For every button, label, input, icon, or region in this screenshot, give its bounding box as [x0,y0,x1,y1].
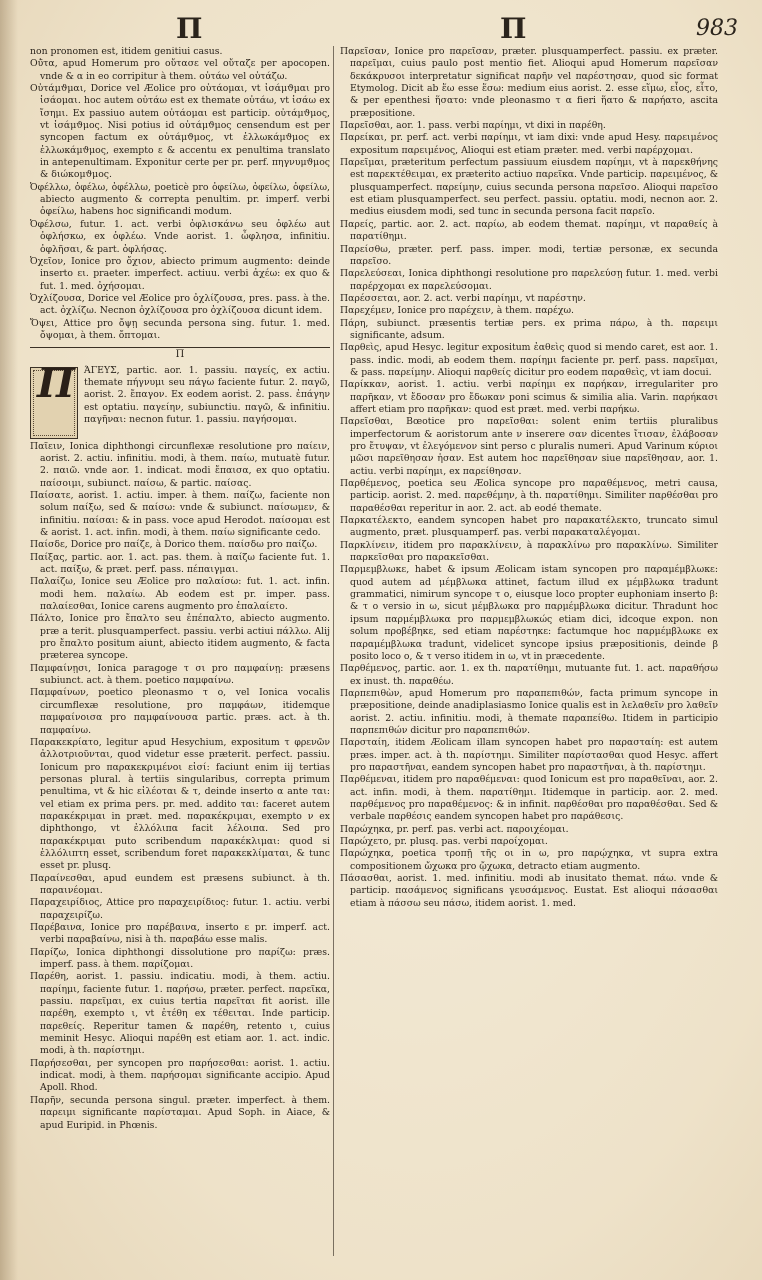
dictionary-entry: Ὀχλίζουσα, Dorice vel Æolice pro ὀχλίζουσα, pres. pass. à the. act. ὀχλίζω. Necnon ὀχλίζουσα pro ὀχλίζουσα dicunt idem. [30,292,330,317]
dictionary-entry: Παρώχηκα, pr. perf. pas. verbi act. παροιχέομαι. [340,823,569,835]
dictionary-entry: Ὀφέλλω, ὀφέλω, ὀφέλλω, poeticè pro ὀφείλω, ὀφείλω, ὀφείλω, abiecto augmento & correpta penultim. pr. imperf. verbi ὀφείλω, habens hoc significandi modum. [30,181,330,218]
dictionary-entry: Παρίζω, Ionica diphthongi dissolutione pro παρίζω: præs. imperf. pass. à them. παρίζομαι. [30,946,330,971]
dictionary-entry: Οὐ̃τα, apud Homerum pro οὔτασε vel οὔταζε per apocopen. vnde & α in eo corripitur à them. οὐτάω vel οὐτάζω. [30,58,330,82]
dictionary-entry: Πάσασθαι, aorist. 1. med. infinitiu. modi ab inusitato themat. πάω. vnde & particip. πασάμενος significans γευσάμενος. Eustat. Est alioqui πάσασθαι etiam à πάσσω seu πάσω, itidem aorist. 1. med. [340,873,718,909]
dictionary-entry: Παρείσθω, præter. perf. pass. imper. modi, tertiæ personæ, ex secunda παρεῖσο. [340,243,718,267]
right-running-head: Π [500,12,527,45]
dictionary-entry: Παρθέμενος, partic. aor. 1. ex th. παρατίθημι, mutuante fut. 1. act. παραθήσω ex inust. th. παραθέω. [340,663,718,687]
dictionary-entry: Παρθεὶς, apud Hesyc. legitur expositum ἐαθεὶς quod si mendo caret, est aor. 1. pass. indic. modi, ab eodem them. παρίημι faciente pr. perf. pass. παρεῖμαι, & pass. παρείμην. Alioqui παρθείς dicitur pro eodem παραθεὶς, vt iam docui. [340,342,718,378]
dictionary-entry: non pronomen est, itidem genitiui casus. [30,46,223,57]
dictionary-entry: Παρώχηκα, poetica τροπῇ τῆς οι in ω, pro παρῴχηκα, vt supra extra compositionem ὤχωκα pro ᾤχωκα, detracto etiam augmento. [340,848,718,872]
dictionary-entry: Παρίκκαν, aorist. 1. actiu. verbi παρίημι ex παρήκαν, irregulariter pro παρῆκαν, vt ἔδοσαν pro ἔδωκαν poni scimus & similia alia. Varin. παρήκασι affert etiam pro παρῆκαν: quod est præt. med. verbi παρήκω. [340,379,718,415]
dictionary-entry: Παρείκαι, pr. perf. act. verbi παρίημι, vt iam dixi: vnde apud Hesy. παρειμένος expositum παρειμένος, Alioqui est etiam præter. med. verbi παρέρχομαι. [340,132,718,156]
dictionary-entry: Παρσταίη, itidem Æolicam illam syncopen habet pro παρασταίη: est autem præs. imper. act. à th. παρίστημι. Similiter παρίστασθαι quod Hesyc. affert pro παραστῆναι, eandem syncopen habet pro παραστῆναι, à th. παρίστημι. [340,737,718,773]
dictionary-entry: Ὀφέλσω, futur. 1. act. verbi ὀφλισκάνω seu ὀφλέω aut ὀφλήσκω, ex ὀφλέω. Vnde aorist. 1. ὦφλησα, infinitiu. ὀφλῆσαι, & part. ὀφλήσας. [30,218,330,255]
dictionary-entry: Παρεῖσθαι, Bœotice pro παρεῖσθαι: solent enim tertiis pluralibus imperfectorum & aoristorum ante ν inserere σαν dicentes ἴτισαν, ἐλάβοσαν pro ἔτυψαν, vt ἐλεγόμενον sint perso c pluralis numeri. Apud Varinum κύριοι μῶσι παρεῖθησαν ἡσαν. Est autem hoc παρεῖθησαν siue παρεῖθησαν, aor. 1. actiu. verbi παρίημι, ex παρείθησαν. [340,416,718,477]
right-column [340,46,718,910]
dictionary-entry: Παρῆν, secunda persona singul. præter. imperfect. à them. παρειμι significante παρίσταμαι. Apud Soph. in Aiace, & apud Euripid. in Phœnis. [30,1094,330,1131]
dictionary-entry: Παρθέμεναι, itidem pro παραθέμεναι: quod Ionicum est pro παραθεῖναι, aor. 2. act. infin. modi, à them. παρατίθημι. Itidemque in particip. aor. 2. med. παρθέμενος pro παραθέμενος: & in infinit. παρθέσθαι pro παραθέσθαι. Sed & verbale παρθέσις eandem syncopen habet pro παράθεσις. [340,774,718,823]
dictionary-entry: Παρεῖμαι, præteritum perfectum passiuum eiusdem παρίημι, vt à παρεκθήνης est παρεκτέθειμαι, ex præterito actiuo παρεῖκα. Vnde particip. παρειμένος, & plusquamperfect. παρείμην, cuius secunda persona παρεῖσο. Alioqui παρεῖσο est etiam plusquamperfect. seu perfect. passiu. optatiu. modi, necnon aor. 2. medius eiusdem modi, sed tunc in secunda persona facit παρεῖο. [340,157,718,218]
decorated-initial-icon [30,364,78,439]
dictionary-entry: Παρέσσεται, aor. 2. act. verbi παρίημι, vt παρέστην. [340,292,586,304]
dictionary-entry: Παρέβαινα, Ionice pro παρέβαινα, inserto ε pr. imperf. act. verbi παραβαίνω, nisi à th. παραβάω esse malis. [30,922,330,946]
page-edge-shadow [0,0,18,1280]
dictionary-entry: Παρεῖσθαι, aor. 1. pass. verbi παρίημι, vt dixi in παρέθη. [340,120,606,132]
dictionary-entry: Παρήσεσθαι, per syncopen pro παρήσεσθαι: aorist. 1. actiu. indicat. modi, à them. παρήσομαι significante accipio. Apud Apoll. Rhod. [30,1057,330,1094]
dictionary-entry: Παμφαίνων, poetico pleonasmo τ ο, vel Ionica vocalis circumflexæ resolutione, pro παμφάων, itidemque παμφαίνοισα pro παμφαίνουσα partic. præs. act. à th. παμφαίνω. [30,687,330,736]
dictionary-entry: Παραίνεσθαι, apud eundem est præsens subiunct. à th. παραινέομαι. [30,872,330,896]
dictionary-entry: Παρέθη, aorist. 1. passiu. indicatiu. modi, à them. actiu. παρίημι, faciente futur. 1. παρήσω, præter. perfect. παρεῖκα, passiu. παρεῖμαι, ex cuius tertia παρεῖται fit aorist. ille παρέθη, exempto ι, vt ἐτέθη ex τέθειται. Inde particip. παρεθείς. Reperitur tamen & παρέθη, retento ι, cuius meminit Hesyc. Alioqui παρέθη est etiam aor. 1. act. indic. modi, à th. παρίστημι. [30,971,330,1057]
page-number: 983 [696,16,738,41]
dictionary-entry: Παλαίζω, Ionice seu Æolice pro παλαίσω: fut. 1. act. infin. modi hem. παλαίω. Ab eodem est pr. imper. pass. παλαίεσθαι, Ionice carens augmento pro ἐπαλαίετο. [30,576,330,613]
dictionary-entry: Παίξας, partic. aor. 1. act. pas. them. à παίζω faciente fut. 1. act. παίξω, & præt. perf. pass. πέπαιγμαι. [30,551,330,576]
dictionary-entry: Παρείς, partic. aor. 2. act. παρίω, ab eodem themat. παρίημι, vt παραθείς à παρατίθημι. [340,218,718,243]
left-top-entries [30,46,330,342]
dictionary-entry: Παρεῖσαν, Ionice pro παρεῖσαν, præter. plusquamperfect. passiu. ex præter. παρεῖμαι, cuius paulo post mentio fiet. Alioqui apud Homerum παρεῖσαν δεκάκρυσοι interpretatur significat παρῆν vel παρέστησαν, quod sic format Etymolog. Dicit ab ἕω esse ἕσω: medium eius aorist. 2. esse εἵμω, εἷος, εἷτο, & per epenthesi ἥσατο: vnde pleonasmo τ α fieri ἥατο & παρήατο, ascita præpositione. [340,46,718,119]
section-rule [30,347,330,348]
dictionary-entry: Πάρη, subiunct. præsentis tertiæ pers. ex prima πάρω, à th. παρειμι significante, adsum. [340,317,718,341]
dictionary-entry: Παρμεμβλωκε, habet & ipsum Æolicam istam syncopen pro παραμέμβλωκε: quod autem ad μέμβλωκα attinet, factum illud ex μέμβλωκα tradunt grammatici, nimirum syncope τ ο, eiusque loco propter euphoniam inserto β: & τ ο versio in ω, sicut μέμβλωκα pro παρμέμβλωκα dicitur. Thradunt hoc ipsum παρμέμβλωκα pro παρμεμβλωκώς etiam dici, idcoque expon. non solum προβέβηκε, sed etiam παρέστηκε: factumque hoc παρμέμβλωκε ex παραμέμβλωκα tradunt, videlicet syncope ipsius præpositionis, deinde β posito loco ο, & τ verso itidem in ω, vt in præcedente. [340,564,718,662]
left-entries [30,441,330,1132]
dictionary-entry: Παρπεπιθὼν, apud Homerum pro παραπεπιθών, facta primum syncope in præpositione, deinde anadiplasiasmo Ionice qualis est in λελαθεῖν pro λαθεῖν aorist. 2. actiu. infinitiu. modi, à themate παραπείθω. Itidem in participio παρπεπιθών dicitur pro παραπεπιθών. [340,687,718,736]
drop-cap-paragraph [30,365,330,441]
column-divider [333,46,334,1256]
left-running-head: Π [176,12,203,45]
dictionary-entry: Παρώχετο, pr. plusq. pas. verbi παροίχομαι. [340,836,548,847]
dictionary-entry: Πάλτο, Ionice pro ἔπαλτο seu ἐπέπαλτο, abiecto augmento. præ a terit. plusquamperfect. passiu. verbi actiui πάλλω. Alij pro ἔπαλτο positum aiunt, abiecto itidem augmento, & facta præterea syncope. [30,613,330,662]
left-column [30,46,330,1132]
dictionary-entry: Παραχειρίδιος, Attice pro παραχειρίδιος: futur. 1. actiu. verbi παραχειρίζω. [30,897,330,921]
dictionary-entry: Παρεχέμεν, Ionice pro παρέχειν, à them. παρέχω. [340,305,574,317]
right-entries [340,46,718,910]
drop-cap-entry-text: ΆΓΕΥΣ, partic. aor. 1. passiu. παγείς, ex actiu. themate πήγνυμι seu πάγω faciente futur. 2. παγῶ, aorist. 2. ἔπαγον. Ex eodem aorist. 2. pass. ἐπάγην est optatiu. παγείην, subiunctiu. παγῶ, & infinitiu. παγῆναι: necnon futur. 1. passiu. παγήσομαι. [84,364,330,425]
dictionary-entry: Οὐτάμϑμαι, Dorice vel Æolice pro οὐτάομαι, vt ἰσάμϑμαι pro ἰσάομαι. hoc autem οὐτάω est ex themate οὐτάω, vt ἰσάω ex ἴσημι. Ex passiuo autem οὐτάομαι est particip. οὐτάμϑμος, vt ἰσάμϑμος. Nisi potius id οὐτάμϑμος censendum est per syncopen factum ex οὐτάμϑμος, vt ἐλλωκάμϑμος ex ἐλλωκάμϑμος, exempto ε & accentu ex penultima translato in antepenultimam. Exponitur certe per pr. perf. πηγνυμϑμος & διώκομϑμος. [30,83,330,181]
dictionary-entry: Παρακεκρίατο, legitur apud Hesychium, expositum τ φρενῶν ἀλλοτριοῦνται, quod videtur esse præterit. perfect. passiu. Ionicum pro παρακεκριμένοι εἰσί: faciunt enim iij tertias personas plural. à tertiis singularibus, correpta primum penultima, vt & hic εἰλέοται & τ, deinde inserto α ante ται: vel etiam ex prima pers. pr. med. addito ται: faceret autem παρακέκριμαι in præt. med. παρακέκριμαι, exempto ν ex diphthongo, vt ἐλλόλιπα facit λέλοιπα. Sed pro παρακέκριμαι puto scribendum παρακέκλιμαι: quod si ἐλλόλιπτη esset, scribendum foret παρακεκλίμαται, & tunc esset pr. plusq. [30,736,330,872]
dictionary-entry: Ὀχεῖον, Ionice pro ὄχιον, abiecto primum augmento: deinde inserto ει. praeter. imperfect. actiuu. verbi ἀχέω: ex quo & fut. 1. med. ὀχήσομαι. [30,255,330,292]
section-heading: Π [175,349,185,361]
dictionary-entry: Παμφαίνῃσι, Ionica paragoge τ σι pro παμφαίνῃ: præsens subiunct. act. à them. poetico παμφαίνω. [30,662,330,687]
dictionary-entry: Παρελεύσεαι, Ionica diphthongi resolutione pro παρελεύσῃ futur. 1. med. verbi παρέρχομαι ex παρελεύσομαι. [340,268,718,292]
dictionary-entry: Παῖειν, Ionica diphthongi circunflexæ resolutione pro παίειν, aorist. 2. actiu. infinitiu. modi, à them. παίω, mutuatè futur. 2. παιῶ. vnde aor. 1. indicat. modi ἔπαισα, ex quo optatiu. παίσοιμι, subiunct. παίσω, & partic. παίσας. [30,440,330,489]
dictionary-entry: Παρκλίνειν, itidem pro παρακλίνειν, à παρακλίνω pro παρακλίνω. Similiter παρκεῖσθαι pro παρακεῖσθαι. [340,539,718,564]
dictionary-entry: Ὄψει, Attice pro ὄψῃ secunda persona sing. futur. 1. med. ὄψομαι, à them. ὄπτομαι. [30,317,330,341]
dictionary-entry: Παίσδε, Dorice pro παίζε, à Dorico them. παίσδω pro παίζω. [30,539,318,551]
dictionary-entry: Παίσατε, aorist. 1. actiu. imper. à them. παίζω, faciente non solum παίξω, sed & παίσω: vnde & subiunct. παίσωμεν, & infinitiu. παίσαι: & in pass. voce apud Herodot. παίσομαι est & aorist. 1. act. infin. modi, à them. παίω significante cedo. [30,489,330,538]
dictionary-entry: Παρκατέλεκτο, eandem syncopen habet pro παρακατέλεκτο, truncato simul augmento, præt. plusquamperf. pas. verbi παρακαταλέγομαι. [340,515,718,539]
drop-cap-letter: Π [37,364,75,407]
dictionary-entry: Παρθέμενος, poetica seu Æolica syncope pro παραθέμενος, metri causa, particip. aorist. 2. med. παρεθέμην, à th. παρατίθημι. Similiter παρθέσθαι pro παραθέσθαι reperitur in aor. 2. act. ab eodé themate. [340,478,718,514]
